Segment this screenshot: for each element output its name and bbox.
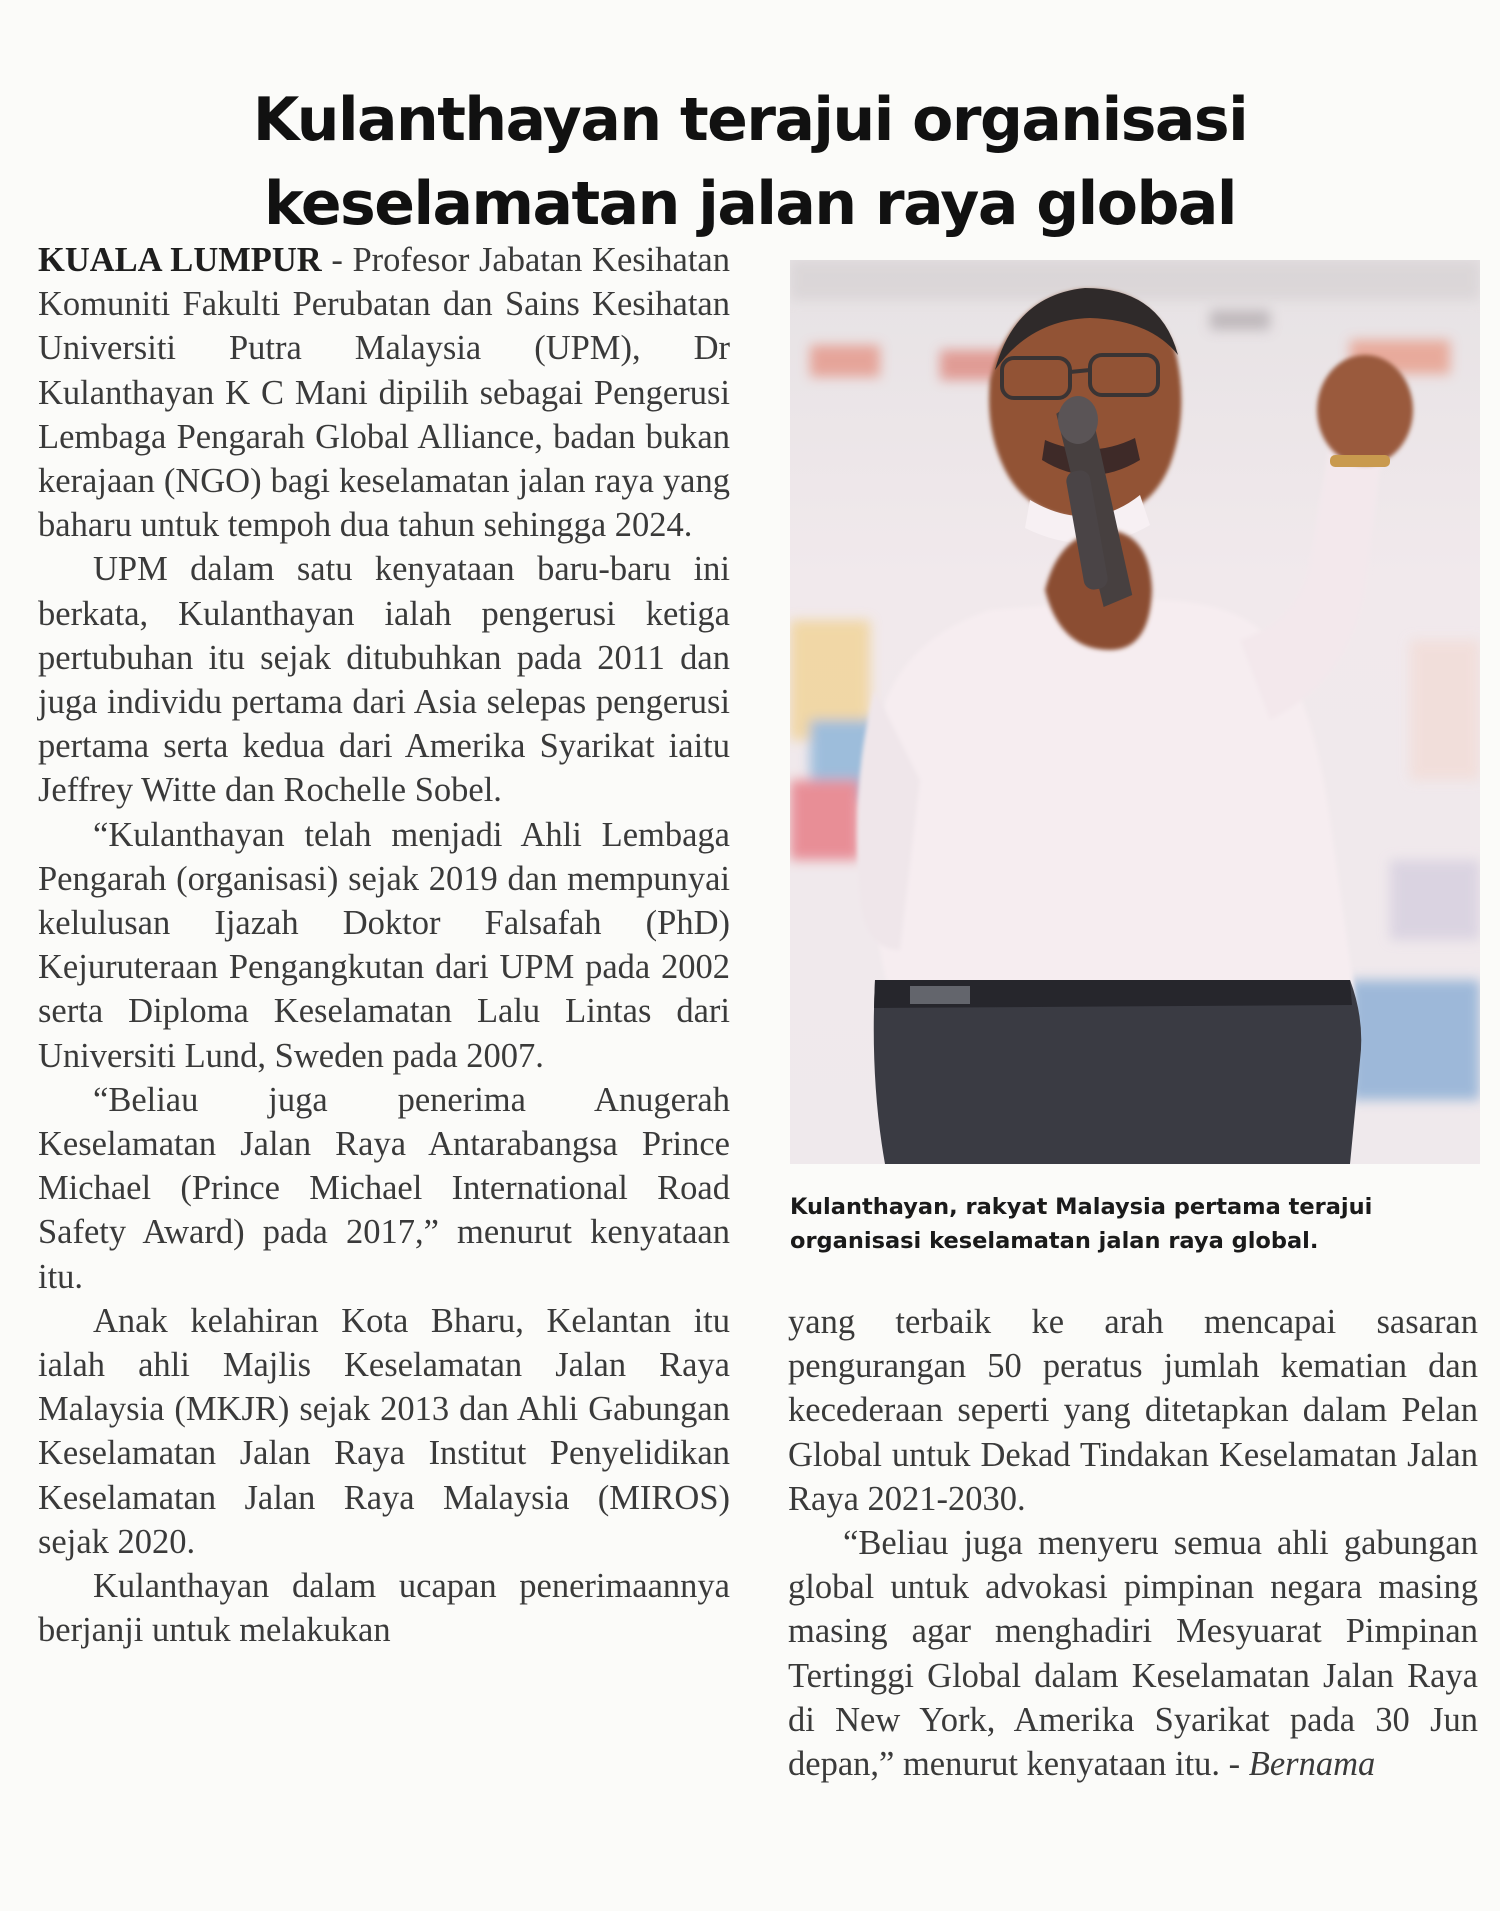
headline-line-2: keselamatan jalan raya global [264, 169, 1236, 240]
paragraph-3: “Kulanthayan telah menjadi Ahli Lembaga Pengarah (organisasi) sejak 2019 dan mempunyai kelulusan Ijazah Doktor Falsafah (PhD) Kejuruteraan Pengangkutan dari UPM pada 2002 serta Diploma Keselamatan Lalu Lintas dari Universiti Lund, Sweden pada 2007. [38, 815, 730, 1075]
news-agency-credit: Bernama [1248, 1745, 1376, 1784]
speaker-photo [790, 260, 1480, 1164]
dateline: KUALA LUMPUR [38, 241, 322, 279]
paragraph-5: Anak kelahiran Kota Bharu, Kelantan itu ialah ahli Majlis Keselamatan Jalan Raya Malaysia (MKJR) sejak 2013 dan Ahli Gabungan Keselamatan Jalan Raya Institut Penyelidikan Keselamatan Jalan Raya Malaysia (MIROS) sejak 2020. [38, 1301, 730, 1561]
headline-line-1: Kulanthayan terajui organisasi [252, 85, 1248, 156]
headline [0, 78, 1500, 246]
credit-separator: - [1220, 1745, 1249, 1784]
paragraph-6-start: Kulanthayan dalam ucapan penerimaannya berjanji untuk melakukan [38, 1567, 730, 1650]
paragraph-1-text: Profesor Jabatan Kesihatan Komuniti Fakulti Perubatan dan Sains Kesihatan Universiti Putra Malaysia (UPM), Dr Kulanthayan K C Mani dipilih sebagai Pengerusi Lembaga Pengarah Global Alliance, badan bukan kerajaan (NGO) bagi keselamatan jalan raya yang baharu untuk tempoh dua tahun sehingga 2024. [38, 241, 730, 545]
speaker-illustration [790, 260, 1480, 1164]
paragraph-7-text: “Beliau juga menyeru semua ahli gabungan global untuk advokasi pimpinan negara masing masing agar menghadiri Mesyuarat Pimpinan Tertinggi Global dalam Keselamatan Jalan Raya di New York, Amerika Syarikat pada 30 Jun depan,” menurut kenyataan itu. [788, 1524, 1478, 1784]
paragraph-4: “Beliau juga penerima Anugerah Keselamatan Jalan Raya Antarabangsa Prince Michael (Prince Michael International Road Safety Award) pada 2017,” menurut kenyataan itu. [38, 1080, 730, 1296]
dateline-separator: - [321, 241, 353, 279]
paragraph-7 [788, 1521, 1478, 1786]
paragraph-2: UPM dalam satu kenyataan baru-baru ini berkata, Kulanthayan ialah pengerusi ketiga pertubuhan itu sejak ditubuhkan pada 2011 dan juga individu pertama dari Asia selepas pengerusi pertama serta kedua dari Amerika Syarikat iaitu Jeffrey Witte dan Rochelle Sobel. [38, 550, 730, 810]
photo-caption: Kulanthayan, rakyat Malaysia pertama terajui organisasi keselamatan jalan raya global. [790, 1194, 1373, 1254]
paragraph-1 [38, 238, 730, 547]
article-column-right [788, 1300, 1478, 1786]
paragraph-6-end: yang terbaik ke arah mencapai sasaran pengurangan 50 peratus jumlah kematian dan kecederaan seperti yang ditetapkan dalam Pelan Global untuk Dekad Tindakan Keselamatan Jalan Raya 2021-2030. [788, 1303, 1478, 1518]
article-column-left [38, 238, 730, 1653]
